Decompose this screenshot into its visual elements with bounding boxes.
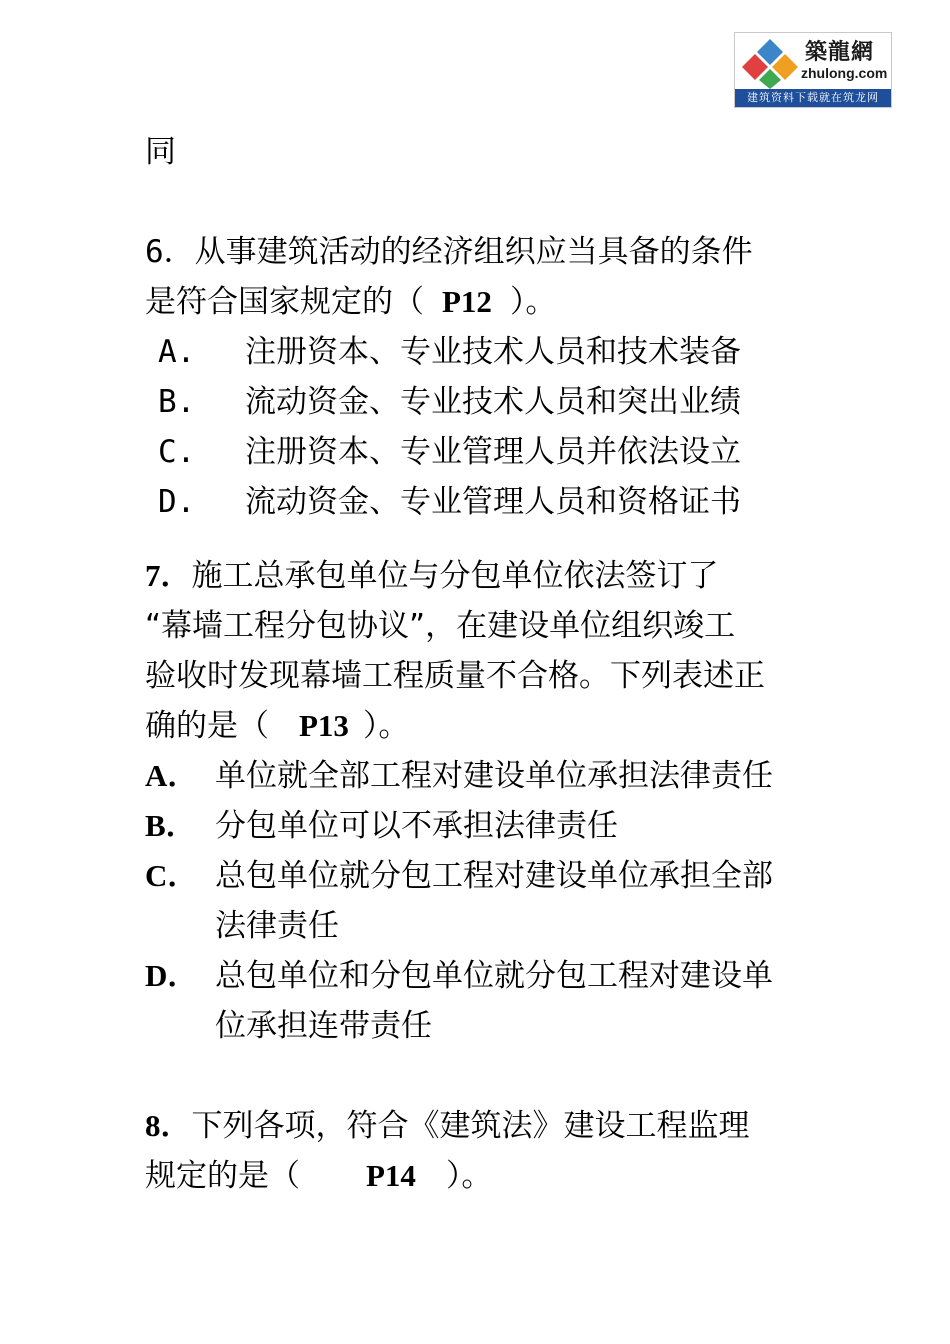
q7-line-2: “幕墙工程分包协议”，在建设单位组织竣工 bbox=[145, 608, 736, 644]
q7-option-c bbox=[145, 856, 773, 896]
option-letter: D. bbox=[158, 484, 196, 520]
q6-stem-1: 从事建筑活动的经济组织应当具备的条件 bbox=[194, 234, 753, 270]
option-letter: A. bbox=[158, 334, 196, 370]
q6-stem-2: 是符合国家规定的（ bbox=[145, 284, 424, 320]
zhulong-logo bbox=[734, 32, 892, 108]
q6-option-b bbox=[158, 382, 741, 422]
option-letter: D． bbox=[145, 958, 199, 993]
q8-stem-2-end: ）。 bbox=[445, 1158, 493, 1194]
logo-diamond-icon bbox=[739, 37, 801, 91]
q7-option-d bbox=[145, 956, 773, 996]
previous-question-tail: 同 bbox=[145, 134, 176, 170]
option-text: 分包单位可以不承担法律责任 bbox=[215, 808, 618, 844]
option-text: 单位就全部工程对建设单位承担法律责任 bbox=[215, 758, 773, 794]
logo-chinese-name: 築龍網 bbox=[805, 39, 875, 65]
option-text: 总包单位和分包单位就分包工程对建设单 bbox=[215, 958, 773, 994]
q8-line-2 bbox=[145, 1156, 492, 1196]
q7-number: 7． bbox=[145, 558, 192, 593]
option-letter: A． bbox=[145, 758, 199, 793]
q7-line-1 bbox=[145, 556, 719, 596]
option-text: 流动资金、专业管理人员和资格证书 bbox=[245, 484, 741, 520]
q7-stem-4-end: ）。 bbox=[362, 708, 410, 744]
q6-page-ref: P12 bbox=[442, 284, 492, 319]
q7-option-b bbox=[145, 806, 618, 846]
q7-line-4 bbox=[145, 706, 409, 746]
option-letter: B. bbox=[158, 384, 196, 420]
q8-stem-1: 下列各项，符合《建筑法》建设工程监理 bbox=[191, 1108, 750, 1144]
q8-line-1 bbox=[145, 1106, 750, 1146]
option-letter: B． bbox=[145, 808, 197, 843]
q6-line-1 bbox=[145, 232, 753, 272]
logo-slogan: 建筑资料下载就在筑龙网 bbox=[735, 89, 891, 107]
q6-option-d bbox=[158, 482, 741, 522]
q7-option-a bbox=[145, 756, 773, 796]
option-text: 流动资金、专业技术人员和突出业绩 bbox=[245, 384, 741, 420]
option-letter: C． bbox=[145, 858, 199, 893]
q7-page-ref: P13 bbox=[299, 708, 349, 743]
q6-line-2 bbox=[145, 282, 556, 322]
q8-stem-2: 规定的是（ bbox=[145, 1158, 300, 1194]
option-text: 注册资本、专业技术人员和技术装备 bbox=[245, 334, 741, 370]
q6-option-a bbox=[158, 332, 741, 372]
q8-page-ref: P14 bbox=[366, 1158, 416, 1193]
option-text: 注册资本、专业管理人员并依法设立 bbox=[245, 434, 741, 470]
q8-number: 8． bbox=[145, 1108, 192, 1143]
q6-number: 6． bbox=[145, 234, 195, 270]
q7-option-d-continued: 位承担连带责任 bbox=[215, 1008, 432, 1044]
q7-option-c-continued: 法律责任 bbox=[215, 908, 339, 944]
q6-option-c bbox=[158, 432, 741, 472]
logo-domain: zhulong.com bbox=[801, 65, 888, 81]
option-letter: C. bbox=[158, 434, 196, 470]
q7-line-3: 验收时发现幕墙工程质量不合格。下列表述正 bbox=[145, 658, 765, 694]
option-text: 总包单位就分包工程对建设单位承担全部 bbox=[215, 858, 773, 894]
q6-stem-2-end: ）。 bbox=[509, 284, 557, 320]
q7-stem-4: 确的是（ bbox=[145, 708, 269, 744]
q7-stem-1: 施工总承包单位与分包单位依法签订了 bbox=[191, 558, 719, 594]
